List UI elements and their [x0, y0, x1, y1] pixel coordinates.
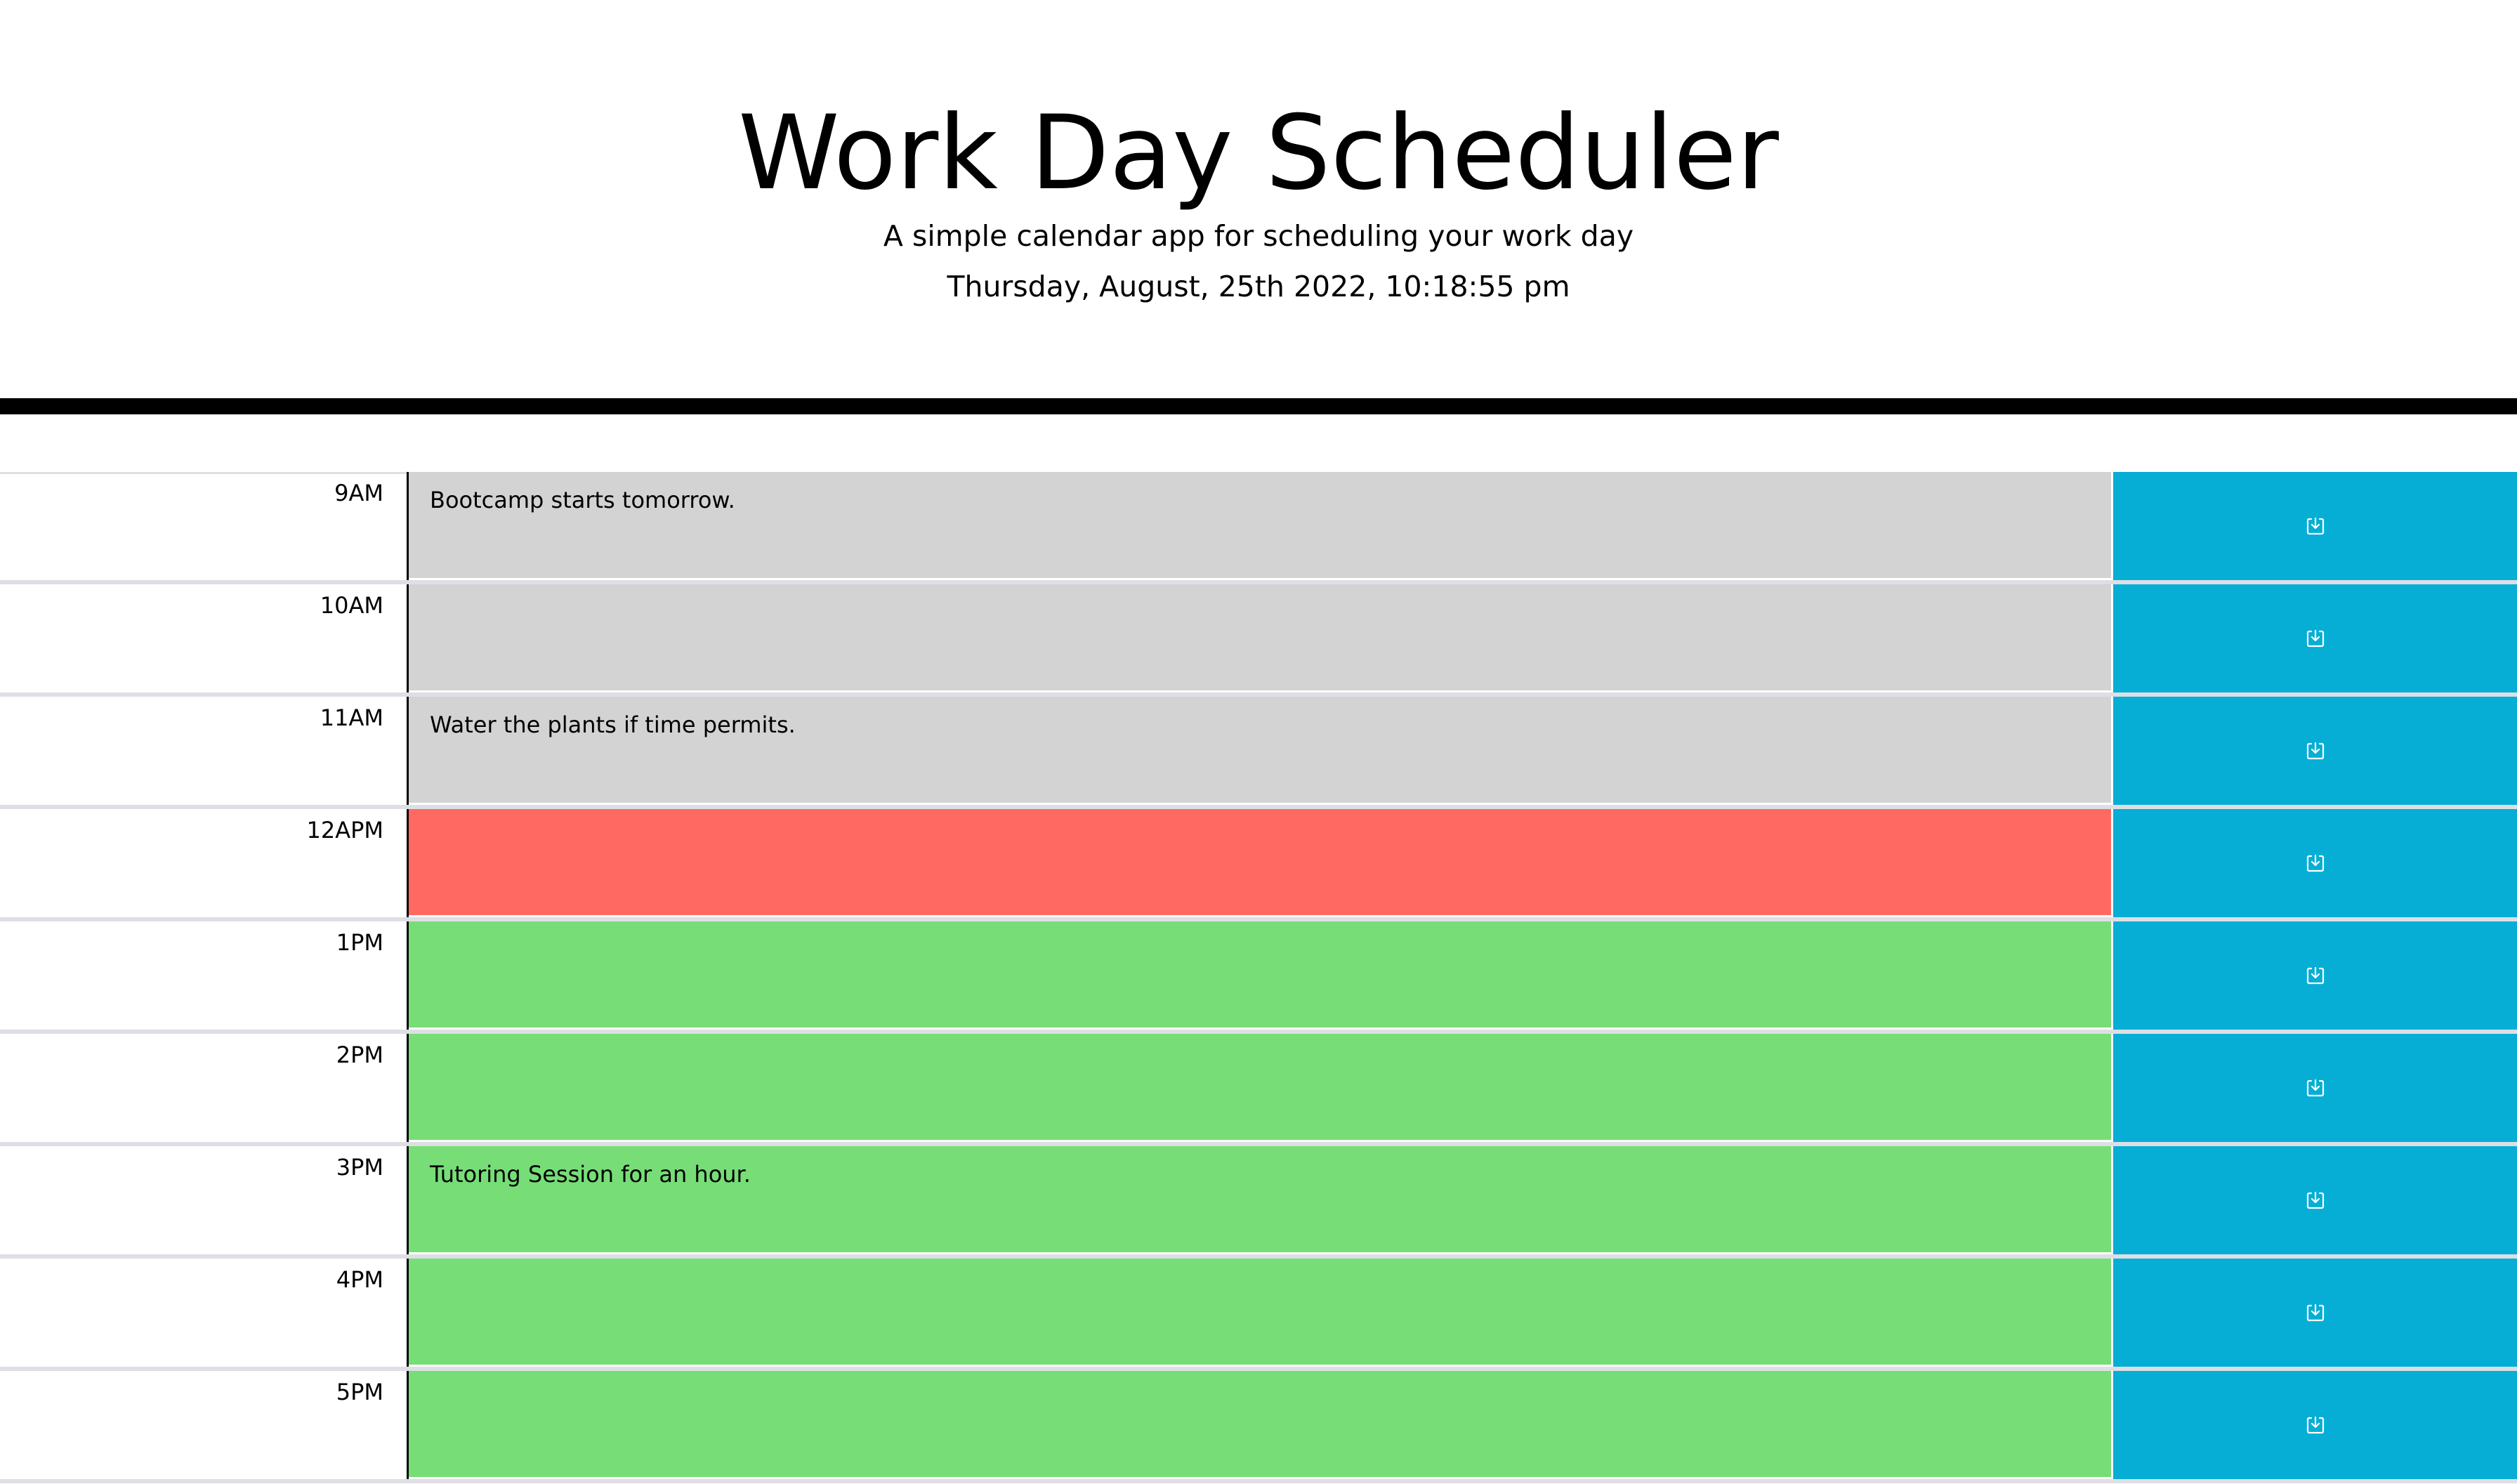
hour-label: 12APM: [306, 817, 383, 843]
save-button[interactable]: [2111, 921, 2517, 1030]
save-icon: [2304, 1189, 2327, 1212]
save-icon: [2304, 852, 2327, 874]
time-block-0: [0, 472, 2517, 584]
save-button[interactable]: [2111, 584, 2517, 692]
event-description-input[interactable]: [409, 697, 2111, 805]
time-block-7: [0, 1259, 2517, 1371]
hour-label: 10AM: [320, 592, 383, 619]
hour-label: 4PM: [336, 1266, 383, 1293]
save-icon: [2304, 964, 2327, 987]
page-subtitle: A simple calendar app for scheduling your work day: [883, 219, 1634, 253]
hour-label: 3PM: [336, 1154, 383, 1181]
hour-cell: [0, 584, 409, 692]
event-description-input[interactable]: [409, 1034, 2111, 1142]
save-button[interactable]: [2111, 1034, 2517, 1142]
hour-cell: [0, 697, 409, 805]
time-block-1: [0, 584, 2517, 697]
time-block-5: [0, 1034, 2517, 1146]
event-description-input[interactable]: [409, 921, 2111, 1030]
save-icon: [2304, 1301, 2327, 1324]
save-icon: [2304, 1077, 2327, 1099]
save-icon: [2304, 627, 2327, 650]
event-description-input[interactable]: [409, 584, 2111, 692]
hour-cell: [0, 1146, 409, 1254]
save-icon: [2304, 515, 2327, 537]
event-description-input[interactable]: [409, 1146, 2111, 1254]
save-button[interactable]: [2111, 1371, 2517, 1479]
event-description-input[interactable]: [409, 472, 2111, 580]
header: [0, 0, 2517, 414]
hour-cell: [0, 472, 409, 580]
save-button[interactable]: [2111, 1146, 2517, 1254]
hour-label: 9AM: [334, 480, 383, 506]
time-block-8: [0, 1371, 2517, 1483]
hour-label: 5PM: [336, 1379, 383, 1405]
time-block-4: [0, 921, 2517, 1034]
time-block-6: [0, 1146, 2517, 1259]
time-block-2: [0, 697, 2517, 809]
hour-cell: [0, 1259, 409, 1367]
event-description-input[interactable]: [409, 809, 2111, 917]
save-icon: [2304, 740, 2327, 762]
save-button[interactable]: [2111, 809, 2517, 917]
time-block-3: [0, 809, 2517, 921]
hour-label: 2PM: [336, 1042, 383, 1068]
page-title: Work Day Scheduler: [738, 93, 1779, 213]
hour-cell: [0, 1371, 409, 1479]
hour-label: 11AM: [320, 704, 383, 731]
event-description-input[interactable]: [409, 1371, 2111, 1479]
hour-cell: [0, 1034, 409, 1142]
current-day: Thursday, August, 25th 2022, 10:18:55 pm: [947, 270, 1570, 303]
save-button[interactable]: [2111, 697, 2517, 805]
save-button[interactable]: [2111, 472, 2517, 580]
hour-cell: [0, 921, 409, 1030]
hour-cell: [0, 809, 409, 917]
save-icon: [2304, 1414, 2327, 1436]
time-block-list: [0, 472, 2517, 1483]
event-description-input[interactable]: [409, 1259, 2111, 1367]
save-button[interactable]: [2111, 1259, 2517, 1367]
hour-label: 1PM: [336, 929, 383, 956]
